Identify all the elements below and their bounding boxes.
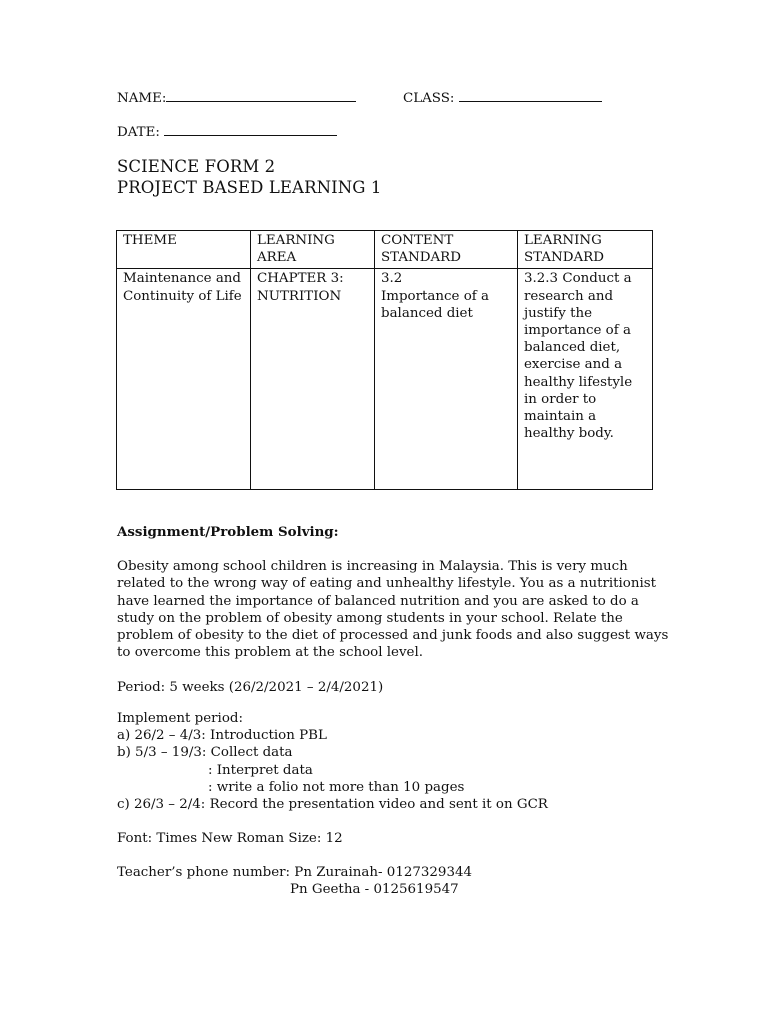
date-blank[interactable] [164,123,337,136]
paragraph-line: study on the problem of obesity among students in your school. Relate the [117,610,623,626]
implement-heading: Implement period: [117,711,243,726]
content-standard-text: Importance of a balanced diet [381,288,489,321]
paragraph-line: Obesity among school children is increasing in Malaysia. This is very much [117,559,628,574]
implement-item-b-sub2: : write a folio not more than 10 pages [208,780,465,795]
name-blank[interactable] [166,89,356,102]
content-standard-code: 3.2 [381,271,403,287]
paragraph-line: to overcome this problem at the school level. [117,645,423,661]
implement-item-c: c) 26/3 – 2/4: Record the presentation video and sent it on GCR [117,797,548,812]
page-title: SCIENCE FORM 2 [117,157,276,176]
class-field[interactable] [403,89,602,107]
date-field[interactable] [117,123,337,141]
date-label: DATE: [117,125,160,140]
teacher-phone-line: Teacher’s phone number: Pn Zurainah- 0127329344 [117,865,473,880]
implement-item-b-sub1: : Interpret data [208,763,313,778]
page-subtitle: PROJECT BASED LEARNING 1 [117,178,382,197]
cell-theme: Maintenance and Continuity of Life [117,269,251,490]
paragraph-line: have learned the importance of balanced nutrition and you are asked to do a [117,593,639,609]
table-header-row [117,231,653,269]
assignment-heading: Assignment/Problem Solving: [117,524,339,540]
cell-learning-standard: 3.2.3 Conduct a research and justify the importance of a balanced diet, exercise and a healthy lifestyle in order to maintain a healthy body. [518,269,653,490]
implement-item-a: a) 26/2 – 4/3: Introduction PBL [117,728,327,743]
name-field[interactable] [117,89,356,107]
name-label: NAME: [117,91,167,106]
font-info: Font: Times New Roman Size: 12 [117,831,343,846]
class-blank[interactable] [459,89,602,102]
paragraph-line: problem of obesity to the diet of processed and junk foods and also suggest ways [117,628,669,644]
cell-learning-area: CHAPTER 3: NUTRITION [251,269,375,490]
assignment-paragraph [117,558,669,662]
period-text: Period: 5 weeks (26/2/2021 – 2/4/2021) [117,680,384,695]
header-learning-standard: LEARNING STANDARD [518,231,653,269]
header-content-standard: CONTENT STANDARD [375,231,518,269]
class-label: CLASS: [403,91,455,106]
implement-item-b: b) 5/3 – 19/3: Collect data [117,745,293,760]
paragraph-line: related to the wrong way of eating and unhealthy lifestyle. You as a nutritionist [117,576,657,592]
header-learning-area: LEARNING AREA [251,231,375,269]
teacher-phone-second: Pn Geetha - 0125619547 [290,882,459,897]
standards-table [116,230,653,490]
header-theme: THEME [117,231,251,269]
table-row [117,269,653,490]
cell-content-standard [375,269,518,490]
